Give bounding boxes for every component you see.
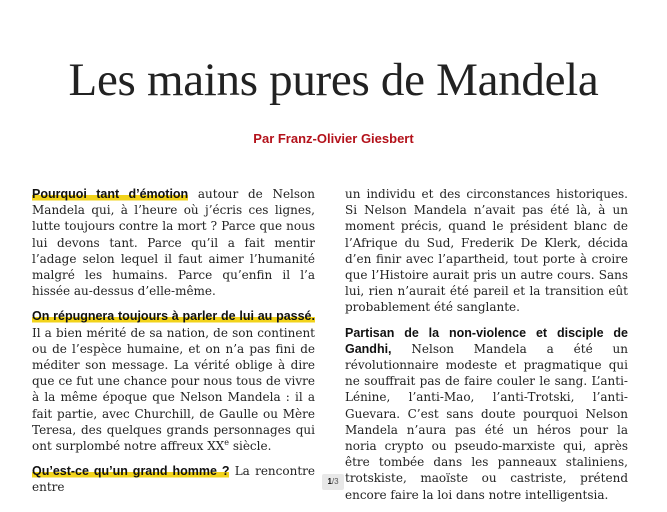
paragraph xyxy=(32,186,315,299)
century-superscript: e xyxy=(224,438,230,448)
paragraph-lead: Partisan de la non-violence et disciple de Gandhi, xyxy=(345,325,628,356)
page-indicator[interactable] xyxy=(322,474,344,490)
paragraph xyxy=(345,186,628,316)
paragraph xyxy=(32,308,315,454)
paragraph-text: autour de Nelson Mandela qui, à l’heure où j’écris ces lignes, lutte toujours contre la mort ? Parce que nous lui devons tant. Parce qu’il a fait mentir l’adage selon lequel il faut aimer l’humanité malgré les humains. Parce qu’enfin il l’a hissée au-dessus d’elle-même. xyxy=(32,187,315,299)
paragraph xyxy=(32,463,315,495)
paragraph xyxy=(345,325,628,503)
page-current: 1 xyxy=(327,477,332,486)
paragraph-text: un individu et des circonstances historiques. Si Nelson Mandela n’avait pas été là, à un moment précis, quand le président blanc de l’Afrique du Sud, Frederik De Klerk, décida d’en finir avec l’apartheid, tout porte à croire que l’Histoire aurait pris un autre cours. Sans lui, rien n’aurait été pareil et la transition eût probablement été sanglante. xyxy=(345,187,628,315)
paragraph-lead: Pourquoi tant d’émotion xyxy=(32,187,189,201)
paragraph-text: Il a bien mérité de sa nation, de son continent ou de l’espèce humaine, et on n’a pas fini de méditer son message. La vérité oblige à dire que ce fut une chance pour nous tous de vivre à la même époque que Nelson Mandela : il a fait partie, avec Churchill, de Gaulle ou Mère Teresa, des quelques grands personnages qui ont surplombé notre affreux XX xyxy=(32,325,315,454)
paragraph-text-end: siècle. xyxy=(229,439,272,454)
article-column-right xyxy=(345,186,628,512)
page-total: /3 xyxy=(331,477,339,486)
paragraph-lead: Qu’est-ce qu’un grand homme ? xyxy=(32,464,230,479)
article-column-left xyxy=(32,186,315,505)
paragraph-text: La rencontre entre xyxy=(32,464,315,495)
paragraph-lead: On répugnera toujours à parler de lui au passé. xyxy=(32,309,315,324)
paragraph-text: Nelson Mandela a été un révolutionnaire modeste et pragmatique qui ne souffrait pas de faire couler le sang. L’anti-Lénine, l’anti-Mao, l’anti-Trotski, l’anti-Guevara. C’est sans doute pourquoi Nelson Mandela n’aura pas été un héros pour la noria crypto ou pseudo-marxiste qui, après être tombée dans les panneaux staliniens, trotskiste, maoïste ou castriste, prétend encore faire la loi dans notre intelligentsia. xyxy=(345,341,628,502)
article-byline: Par Franz-Olivier Giesbert xyxy=(253,131,414,146)
article-title: Les mains pures de Mandela xyxy=(68,54,599,106)
